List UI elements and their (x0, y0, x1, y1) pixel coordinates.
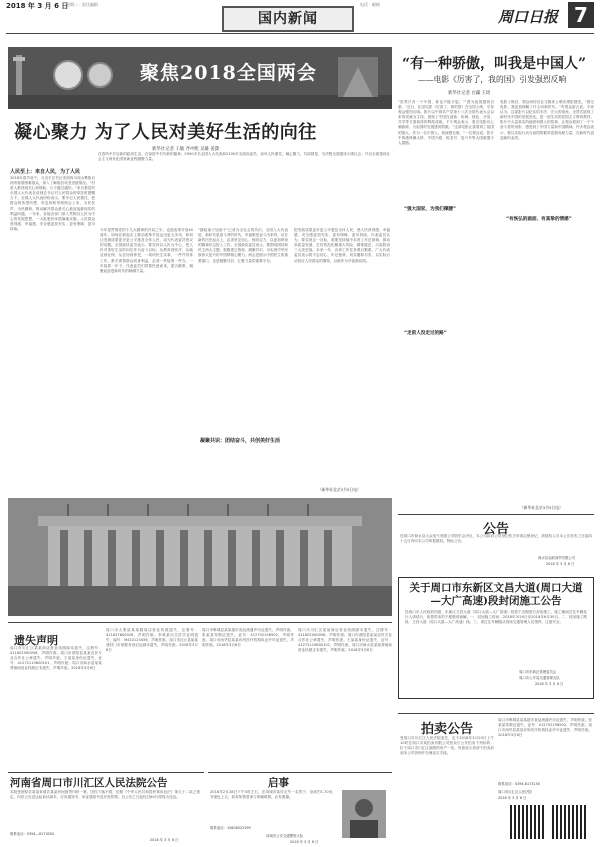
page-number: 7 (568, 2, 594, 28)
lost-notice-column-3: 周口市郸城县某某超市食品流通许可证遗失，声明作废。张某某驾驶证遗失，证号：412702198502，声明作废。周口市西华县某某诊所医疗机构执业许可证遗失，声明作废。2018年3月6日 (202, 628, 294, 648)
issue-date: 2018 年 3 月 6 日 (6, 2, 69, 10)
sidebar-byline: 新华社记者 白瀛 王琦 (448, 91, 491, 96)
missing-notice-date: 2018 年 3 月 6 日 (290, 840, 319, 844)
auction-body-2: 周口市郸城县某某超市食品流通许可证遗失，声明作废。张某某驾驶证遗失，证号：412702198502，声明作废。周口市西华县某某诊所医疗机构执业许可证遗失，声明作废。2018年3月6日 (498, 718, 592, 738)
road-notice-body: 经周口市人民政府同意，东新区文昌大道（周口大道—大广高速）段将于近期进行封闭施工，施工期间过往车辆及行人请绕行，给您带来的不便敬请谅解。一、封闭施工时间：2018年3月6日至2018年6月30日。二、封闭施工路段：文昌大道（周口大道—大广高速）段。三、请过往车辆服从现场交通管理人员指挥，注意安全。 (405, 610, 587, 625)
missing-rule (208, 772, 392, 773)
qr-code-icon-2 (552, 805, 586, 839)
lost-notice-title: 遗失声明 (14, 634, 58, 647)
announcement-date: 2018 年 3 月 6 日 (546, 562, 575, 566)
sidebar-subheadline: ——电影《厉害了，我的国》引发强烈反响 (418, 75, 567, 84)
missing-notice-signer: 项城市公安交通警察大队 (266, 834, 304, 838)
court-notice-date: 2018 年 3 月 6 日 (150, 838, 179, 842)
auction-date: 2018 年 3 月 6 日 (498, 796, 527, 800)
section-title: 国内新闻 (258, 11, 318, 27)
announcement-signer: 商水县众联商贸有限公司 (538, 556, 576, 560)
qr-code-icon-1 (510, 805, 544, 839)
road-notice-signer-1: 周口市东新区管理委员会 (519, 670, 557, 674)
header-rule (6, 33, 594, 34)
sidebar-column-2: 电影上映后，观众纷纷在社交媒体上晒出观影感受。“看完电影，我更加理解了什么叫新时代。”有观众留言说。专家认为，这部影片以纪实的手法、宏大的视角，全景式展现了新时代中国的发展变化，是一部生动的爱国主义教育教材。影片中大量真实的画面和感人的故事，让观众看到了一个个奋斗者的身影，感受到了中国力量和中国精神。许多观众表示，要以实际行动为祖国的繁荣富强贡献力量，在新时代创造新的业绩。 (500, 100, 594, 140)
header-meta-right: 电话 · 邮箱 (360, 2, 380, 7)
sidebar-headline: “有一种骄傲，叫我是中国人” (402, 56, 587, 72)
lead-subhead-2: 凝聚共识：团结奋斗，共创美好生活 (200, 438, 281, 444)
auction-contact: 联系电话：0394-8173150 (498, 782, 540, 786)
court-notice-phone: 联系电话：0394—8173050 (10, 832, 55, 836)
person-portrait-icon (342, 790, 386, 838)
classifieds-rule (8, 622, 392, 623)
sidebar-dateline: （新华社北京3月5日电） (520, 505, 563, 510)
lead-column-3: “撸起袖子加油干”已成为全社会的共识。全国人大代表说，新时代是奋斗者的时代，幸福都是奋斗出来的。站在新的历史起点上，必须坚定信心、保持定力，以更加昂扬的精神状态投入工作。全国政协委员表示，要围绕团结和民主两大主题，积极建言资政、凝聚共识，为实现中华民族伟大复兴的中国梦凝心聚力。两会是展示中国民主的重要窗口，也是凝聚共识、汇聚力量的重要平台。 (198, 228, 288, 263)
auction-rule (398, 713, 594, 714)
sidebar-subhead-3: “走前人没走过的路” (404, 331, 447, 336)
road-closure-notice (398, 577, 594, 699)
missing-notice-body: 2018年2月28日下午5时左右，在项城市某村走失一名男子，身高约1.70米，穿深色上衣，如有知情者请与家属联系，必有重谢。 (210, 790, 336, 800)
auction-signer: 周口市川汇区人民法院 (498, 790, 532, 794)
announcement-body: 经周口市商水县大众电气有限公司股东会决议，本公司拟向公司登记机关申请注销登记，请债权人自本公告发布之日起四十五日内向本公司申报债权。特此公告。 (400, 534, 592, 544)
banner-title: 聚焦2018全国两会 (140, 62, 317, 84)
lead-subhead-1: 人民至上：来自人民，为了人民 (10, 169, 81, 175)
great-hall-photo (8, 498, 392, 616)
lead-headline: 凝心聚力 为了人民对美好生活的向往 (14, 122, 317, 143)
paper-name: 周口日报 (498, 8, 559, 26)
court-rule (8, 772, 204, 773)
road-notice-signer-2: 周口市公安局交通管理支队 (519, 676, 560, 680)
great-hall-illustration (8, 498, 392, 616)
lead-column-1: 2018年春节前夕，习近平总书记来到四川凉山彝族自治州看望困难群众，深入了解脱贫攻坚进展情况。“村里人都得到关心和帮助，日子越过越好。”来自基层的全国人大代表在谈到总书记对人民群众的牵挂时感慨万千。全国人大代表纷纷表示，要牢记人民重托，把群众的所思所想、所急所盼带到两会上来，为民发声、为民履职，推动解决群众最关心最直接最现实的利益问题。一年来，各地各部门深入贯彻以人民为中心的发展思想，一大批惠民举措落地实施，人民群众获得感、幸福感、安全感更加充实、更有保障、更可持续。 (10, 176, 95, 231)
lead-byline: 新华社记者 王敏 齐中熙 吴雄 姜潇 (152, 147, 220, 152)
header-meta-left: 星期二 · 责任编辑 (66, 2, 98, 7)
lost-notice-column-4: 周口市川汇区某某商店营业执照副本遗失，注册号：411602000058，声明作废。周口市淮阳县某某农民专业合作社公章遗失，声明作废。王某某身份证遗失，证号：41272119800101，声明作废。周口市商水县某某养殖场营业执照正本遗失，声明作废。2018年3月6日 (298, 628, 392, 653)
road-notice-date: 2018 年 3 月 6 日 (535, 682, 564, 686)
sidebar-subhead-1: “强大国家，为我们撑腰” (404, 207, 456, 212)
lost-notice-column-2: 周口市太康县某某服装店营业执照遗失，注册号：411627600028，声明作废。李某某出生医学证明遗失，编号：M410123456，声明作废。周口市沈丘县某某建材门市部税务登记证副本遗失，声明作废。2018年3月6日 (106, 628, 198, 653)
lead-intro: 在春风中开启新的政治生活，在奋进中书写新的篇章。2900多名全国人大代表和2100多名政协委员，肩负人民重托，凝心聚力，共商国是，为决胜全面建成小康社会、开启全面建设社会主义现代化国家新征程凝聚力量。 (98, 152, 390, 162)
sidebar-subhead-2: “有恢弘的画面、有真挚的情感” (506, 217, 572, 222)
road-notice-title: 关于周口市东新区文昌大道(周口大道—大广高速)段封闭施工公告 (409, 582, 583, 607)
lead-column-4: 把发展成果更多更公平惠及全体人民，使人民获得感、幸福感、安全感更加充实、更有保障、更可持续。代表委员认为，要实现这一目标，需要坚持稳中求进工作总基调，推动高质量发展，打好防范化解重大风险、精准脱贫、污染防治三大攻坚战。未来一年，各项工作任务艰巨繁重，广大代表委员表示将不忘初心、牢记使命，切实履职尽责，以实际行动回应人民群众的期待，以新作为开创新局面。 (294, 228, 390, 263)
announcement-rule (398, 514, 594, 515)
court-notice-body: 本院受理原告某某诉被告某某民间借贷纠纷一案，因你下落不明，依照《中华人民共和国民事诉讼法》第九十二条之规定，向你公告送达起诉状副本、应诉通知书、举证通知书及开庭传票。自公告之日起经过60日即视为送达。 (10, 790, 200, 800)
sidebar-column-1: “世界只有一个中国，谁也不能分裂。”“我为祖国感到自豪。”近日，纪录电影《厉害了，我的国》在全国上映，引发观众强烈反响。影片以中国共产党第十八次全国代表大会以来的成就为主线，展现了中国在创新、协调、绿色、开放、共享等方面取得的辉煌成就。不少观众表示，看完电影后心潮澎湃，为祖国的发展感到骄傲。“这部电影让我看到了祖国的强大，作为一名中国人，我深感自豪。”一位观众说。影片中的港珠澳大桥、中国天眼、蛟龙号、复兴号等大国重器令人震撼。 (398, 100, 494, 145)
court-notice-title: 河南省周口市川汇区人民法院公告 (10, 777, 168, 789)
auction-body: 受周口市川汇区人民法院委托，定于2018年3月20日上午10时在周口市某拍卖有限公司拍卖厅公开拍卖下列标的：位于周口市川汇区某路的房产一处。有意竞买者请于拍卖前到本公司咨询并办理竞买手续。 (400, 736, 494, 756)
missing-notice-phone: 联系电话：15606523199 (210, 826, 251, 830)
lead-column-2: 今年是贯彻党的十九大精神的开局之年，也是改革开放40周年。如何在新起点上推动改革开放迈出更大步伐，如何让发展成果更多更公平惠及全体人民，成为代表委员热议的话题。全国政协委员表示，要坚持以人民为中心，把人民对美好生活的向往作为奋斗目标。从教育到医疗，从就业到社保，从住房到养老，一项项民生实事，一件件具体工作，都关系着群众切身利益，必须一件接着一件办，一年接着一年干。代表委员们带着民意而来，建言献策，凝聚起奋进新时代的磅礴力量。 (100, 228, 193, 273)
missing-notice-title: 启事 (268, 777, 289, 789)
missing-person-photo (342, 790, 386, 838)
cppcc-emblem-icon (88, 63, 112, 87)
lead-dateline: （新华社北京3月5日电） (318, 487, 361, 492)
auction-title: 拍卖公告 (420, 722, 473, 737)
page-header (0, 0, 600, 32)
national-emblem-icon (54, 61, 82, 89)
announcement-title: 公告 (482, 522, 509, 537)
lost-notice-column-1: 周口市川汇区某某商店营业执照副本遗失，注册号：411602000058，声明作废。周口市淮阳县某某农民专业合作社公章遗失，声明作废。王某某身份证遗失，证号：41272119800101，声明作废。周口市商水县某某养殖场营业执照正本遗失，声明作废。2018年3月6日 (10, 646, 102, 671)
